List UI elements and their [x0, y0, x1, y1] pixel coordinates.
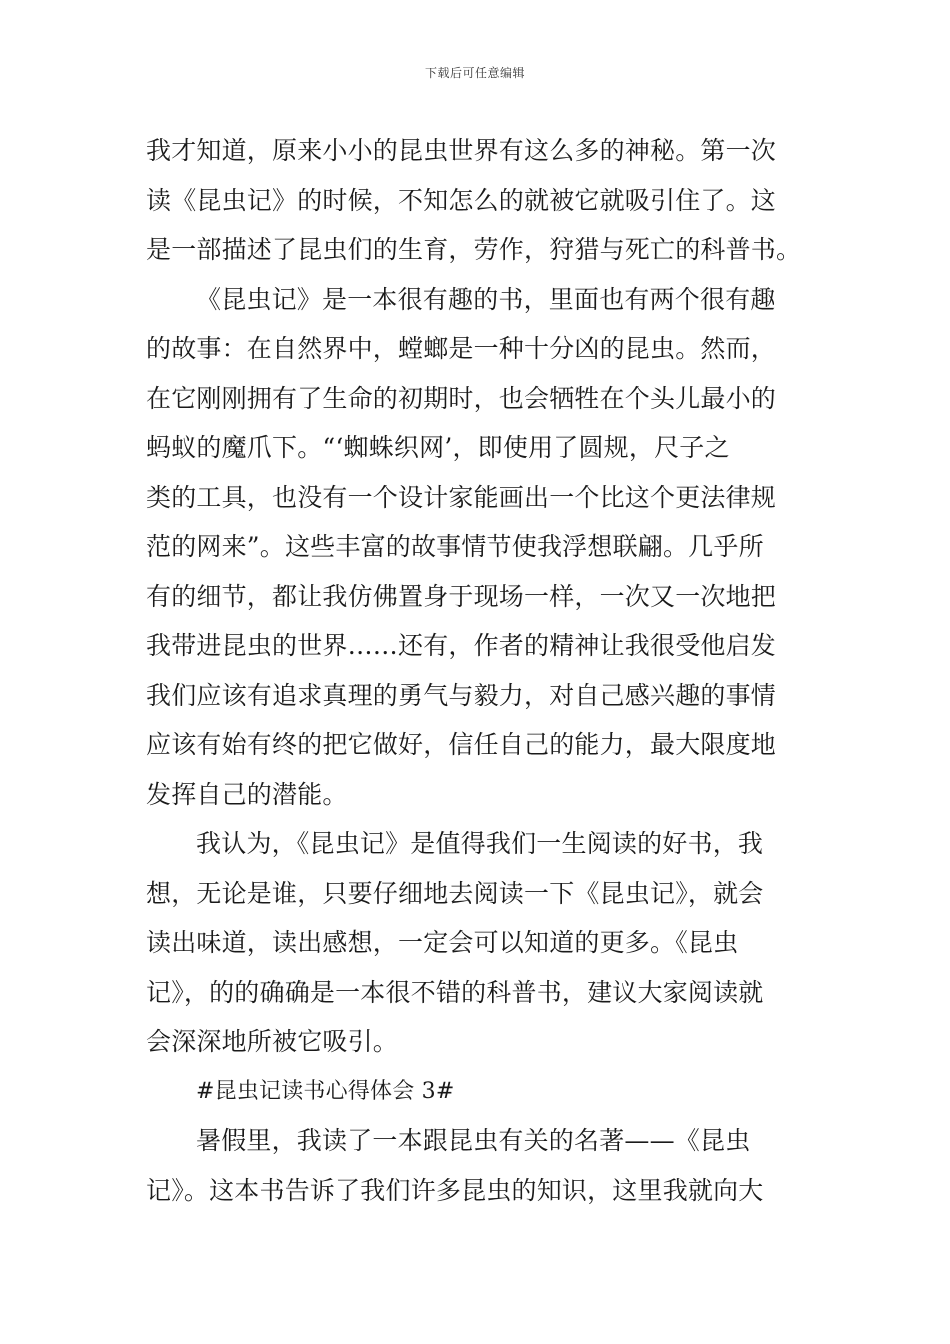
document-body: [146, 126, 806, 1215]
body-line: 我才知道，原来小小的昆虫世界有这么多的神秘。第一次: [146, 136, 777, 165]
body-line: 会深深地所被它吸引。: [146, 1027, 399, 1056]
body-line: 类的工具，也没有一个设计家能画出一个比这个更法律规: [146, 482, 777, 512]
body-line: 蚂蚁的魔爪下。“‘蜘蛛织网’，即使用了圆规，尺子之: [146, 433, 730, 462]
body-line: 应该有始有终的把它做好，信任自己的能力，最大限度地: [146, 730, 777, 759]
body-line: 我带进昆虫的世界……还有，作者的精神让我很受他启发: [146, 631, 777, 660]
body-line: 的故事：在自然界中，螳螂是一种十分凶的昆虫。然而，: [146, 334, 777, 363]
body-line: 记》。这本书告诉了我们许多昆虫的知识，这里我就向大: [146, 1175, 764, 1205]
section-heading: #昆虫记读书心得体会 3#: [196, 1078, 455, 1104]
body-line: 我们应该有追求真理的勇气与毅力，对自己感兴趣的事情: [146, 680, 777, 710]
header-note: 下载后可任意编辑: [424, 66, 525, 80]
body-line: 发挥自己的潜能。: [146, 779, 348, 809]
paragraph-start-line: 暑假里，我读了一本跟昆虫有关的名著——《昆虫: [196, 1126, 751, 1155]
body-line: 是一部描述了昆虫们的生育，劳作，狩猎与死亡的科普书。: [146, 235, 802, 264]
paragraph-start-line: 《昆虫记》是一本很有趣的书，里面也有两个很有趣: [196, 284, 776, 314]
body-line: 范的网来”。这些丰富的故事情节使我浮想联翩。几乎所: [146, 532, 764, 561]
paragraph-start-line: 我认为，《昆虫记》是值得我们一生阅读的好书，我: [196, 829, 764, 858]
body-line: 记》，的的确确是一本很不错的科普书，建议大家阅读就: [146, 977, 764, 1007]
body-line: 读出味道，读出感想，一定会可以知道的更多。《昆虫: [146, 928, 739, 957]
body-line: 想，无论是谁，只要仔细地去阅读一下《昆虫记》，就会: [146, 878, 764, 908]
body-line: 在它刚刚拥有了生命的初期时，也会牺牲在个头儿最小的: [146, 383, 777, 413]
body-line: 读《昆虫记》的时候，不知怎么的就被它就吸引住了。这: [146, 185, 777, 215]
body-line: 有的细节，都让我仿佛置身于现场一样，一次又一次地把: [146, 581, 777, 611]
